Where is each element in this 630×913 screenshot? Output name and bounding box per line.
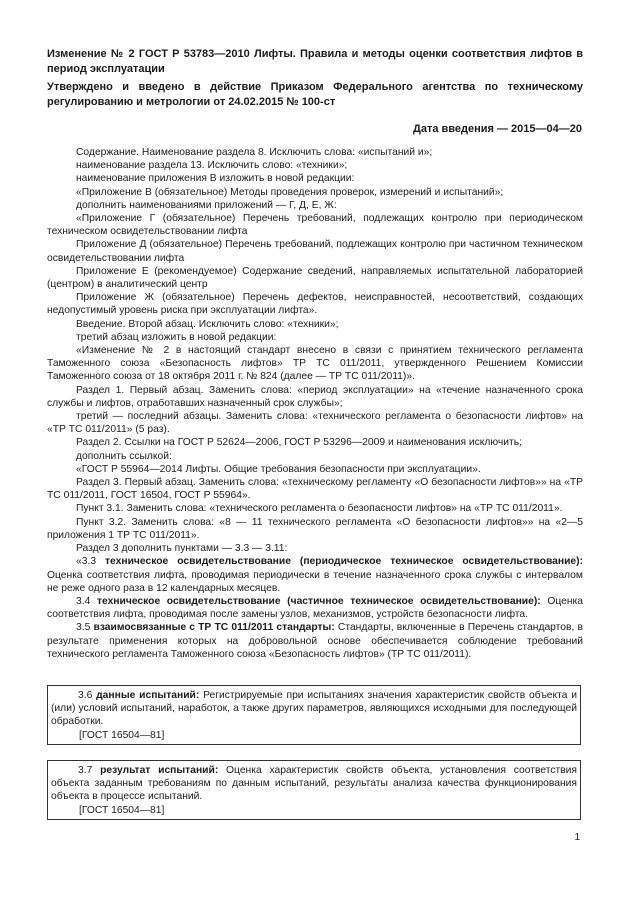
definition-3-4: 3.4 техническое освидетельствование (частичное техническое освидетельствование): Оценка соответствия лифта, проводимая после замены узлов, механизмов, устройств безопасности лифта. <box>47 595 583 621</box>
paragraph: дополнить наименованиями приложений — Г, Д, Е, Ж: <box>76 199 337 211</box>
paragraph: Содержание. Наименование раздела 8. Исключить слова: «испытаний и»; <box>76 147 433 158</box>
standard-reference: [ГОСТ 16504—81] <box>79 729 165 741</box>
amendment-title: Изменение № 2 ГОСТ Р 53783—2010 Лифты. Правила и методы оценки соответствия лифтов в период эксплуатации <box>47 48 583 75</box>
definition-term: техническое освидетельствование (частичное техническое освидетельствование): <box>96 595 541 607</box>
paragraph: Приложение Д (обязательное) Перечень требований, подлежащих контролю при частичном техническом освидетельствовании лифта <box>47 239 583 264</box>
paragraph: дополнить ссылкой: <box>76 450 172 462</box>
definition-term: техническое освидетельствование (периодическое техническое освидетельствование): <box>105 556 584 568</box>
standard-reference: [ГОСТ 16504—81] <box>79 804 165 816</box>
approval-statement: Утверждено и введено в действие Приказом Федерального агентства по техническому регулированию и метрологии от 24.02.2015 № 100-ст <box>47 81 583 108</box>
effective-date: Дата введения — 2015—04—20 <box>413 123 582 135</box>
definition-box-3-6 <box>47 685 581 745</box>
paragraph: «ГОСТ Р 55964—2014 Лифты. Общие требования безопасности при эксплуатации». <box>76 463 481 475</box>
paragraph: Приложение Е (рекомендуемое) Содержание сведений, направляемых испытательной лабораторией (центром) в аналитический центр <box>47 265 583 291</box>
definition-3-3: «3.3 техническое освидетельствование (периодическое техническое освидетельствование): Оценка соответствия лифта, проводимая периодически в течение назначенного срока службы с интервалом не реже одного раза в 12 календарных месяцев. <box>47 556 584 594</box>
paragraph: Приложение Ж (обязательное) Перечень дефектов, неисправностей, несоответствий, создающих недопустимый уровень риска при эксплуатации лифта». <box>47 292 583 317</box>
paragraph: «Приложение В (обязательное) Методы проведения проверок, измерений и испытаний»; <box>76 186 504 198</box>
definition-term: результат испытаний: <box>100 765 219 776</box>
paragraph: наименование раздела 13. Исключить слово: «техники»; <box>76 160 348 172</box>
paragraph: Пункт 3.2. Заменить слова: «8 — 11 технического регламента «О безопасности лифтов»» на «2—5 приложения 1 ТР ТС 011/2011». <box>47 516 583 541</box>
paragraph: Раздел 3. Первый абзац. Заменить слова: «техническому регламенту «О безопасности лифтов»» на «ТР ТС 011/2011, ГОСТ 16504, ГОСТ Р 55964». <box>47 477 583 502</box>
paragraph: наименование приложения В изложить в новой редакции: <box>76 173 355 185</box>
page-number: 1 <box>574 832 580 843</box>
paragraph: третий абзац изложить в новой редакции: <box>76 331 277 343</box>
paragraph: третий — последний абзацы. Заменить слова: «технического регламента о безопасности лифтов» на «ТР ТС 011/2011» (5 раз). <box>47 411 583 436</box>
paragraph: «Приложение Г (обязательное) Перечень требований, подлежащих контролю при периодическом техническом освидетельствовании лифта <box>47 213 583 238</box>
definition-3-6: 3.6 данные испытаний: Регистрируемые при испытаниях значения характеристик свойств объекта и (или) условий испытаний, наработок, а также других параметров, являющихся исходными для последующей обработки. <box>51 690 577 728</box>
paragraph: Раздел 1. Первый абзац. Заменить слова: «период эксплуатации» на «течение назначенного срока службы и лифтов, отработавших назначенный срок службы»; <box>47 384 583 409</box>
definition-term: взаимосвязанные с ТР ТС 011/2011 стандарты: <box>93 622 335 634</box>
paragraph: «Изменение № 2 в настоящий стандарт внесено в связи с принятием технического регламента Таможенного союза «Безопасность лифтов» ТР ТС 011/2011, утвержденного Решением Комиссии Таможенного союза от 18 октября 2011 г. № 824 (далее — ТР ТС 011/2011)». <box>47 345 583 383</box>
definition-3-7: 3.7 результат испытаний: Оценка характеристик свойств объекта, установления соответствия объекта заданным требованиям по данным испытаний, результаты анализа качества функционирования объекта в процессе испытаний. <box>51 765 577 803</box>
definition-term: данные испытаний: <box>96 690 200 701</box>
amendment-body <box>47 146 583 661</box>
paragraph: Пункт 3.1. Заменить слова: «технического регламента о безопасности лифтов» на «ТР ТС 011/2011». <box>76 503 563 515</box>
definition-box-3-7 <box>47 760 581 820</box>
paragraph: Раздел 2. Ссылки на ГОСТ Р 52624—2006, ГОСТ Р 53296—2009 и наименования исключить; <box>76 437 522 449</box>
paragraph: Введение. Второй абзац. Исключить слово: «техники»; <box>76 318 339 330</box>
paragraph: Раздел 3 дополнить пунктами — 3.3 — 3.11: <box>76 543 288 555</box>
definition-3-5: 3.5 взаимосвязанные с ТР ТС 011/2011 стандарты: Стандарты, включенные в Перечень стандартов, в результате применения которых на добровольной основе обеспечивается соблюдение требований технического регламента Таможенного союза «Безопасность лифтов» (ТР ТС 011/2011). <box>47 622 583 660</box>
